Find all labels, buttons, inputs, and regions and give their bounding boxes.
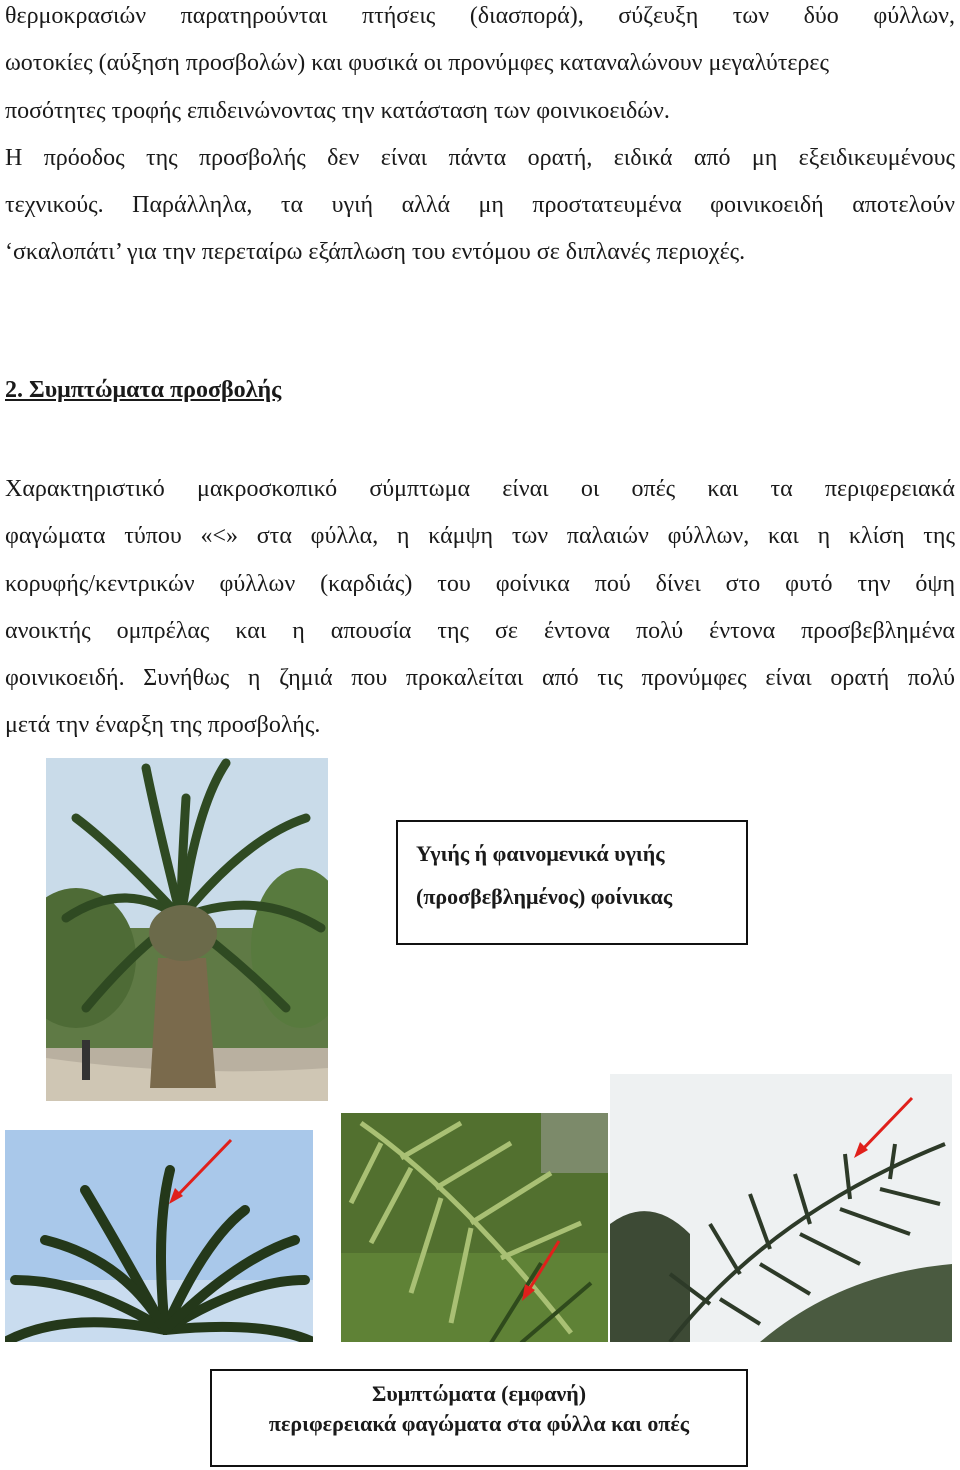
caption-line: περιφερειακά φαγώματα στα φύλλα και οπές — [268, 1411, 690, 1436]
caption-line: Υγιής ή φαινομενικά υγιής — [416, 841, 665, 866]
frond-closeup-photo — [341, 1113, 608, 1342]
intro-line: Η πρόοδος της προσβολής δεν είναι πάντα ορατή, ειδικά από μη εξειδικευμένους — [5, 144, 955, 171]
symptoms-line: φαγώματα τύπου «<» στα φύλλα, η κάμψη των παλαιών φύλλων, και η κλίση της — [5, 523, 955, 550]
caption-line: Συμπτώματα (εμφανή) — [371, 1381, 587, 1406]
caption-line: (προσβεβλημένος) φοίνικας — [416, 884, 673, 909]
symptoms-line: φοινικοειδή. Συνήθως η ζημιά που προκαλείται από τις προνύμφες είναι ορατή πολύ — [5, 665, 955, 692]
symptoms-caption — [210, 1369, 748, 1467]
intro-line: ‘σκαλοπάτι’ για την περεταίρω εξάπλωση του εντόμου σε διπλανές περιοχές. — [5, 239, 746, 266]
healthy-palm-photo — [46, 758, 328, 1101]
symptoms-paragraph — [5, 466, 955, 750]
symptoms-line: Χαρακτηριστικό μακροσκοπικό σύμπτωμα είναι οι οπές και τα περιφερειακά — [5, 476, 955, 502]
intro-line: ποσότητες τροφής επιδεινώνοντας την κατάσταση των φοινικοειδών. — [5, 97, 670, 124]
healthy-palm-caption — [396, 820, 748, 945]
intro-line: τεχνικούς. Παράλληλα, τα υγιή αλλά μη προστατευμένα φοινικοειδή αποτελούν — [5, 192, 955, 219]
symptoms-line: μετά την έναρξη της προσβολής. — [5, 712, 321, 739]
intro-line: θερμοκρασιών παρατηρούνται πτήσεις (διασπορά), σύζευξη των δύο φύλλων, — [5, 3, 955, 29]
symptoms-line: κορυφής/κεντρικών φύλλων (καρδιάς) του φοίνικα πού δίνει στο φυτό την όψη — [5, 570, 955, 597]
palm-crown-photo — [5, 1130, 313, 1342]
intro-paragraph — [5, 0, 955, 277]
section-heading: 2. Συμπτώματα προσβολής — [5, 377, 282, 403]
frond-sky-photo — [610, 1074, 952, 1342]
intro-line: ωοτοκίες (αύξηση προσβολών) και φυσικά οι προνύμφες καταναλώνουν μεγαλύτερες — [5, 50, 829, 77]
symptoms-line: ανοικτής ομπρέλας και η απουσία της σε έντονα πολύ έντονα προσβεβλημένα — [5, 617, 955, 644]
